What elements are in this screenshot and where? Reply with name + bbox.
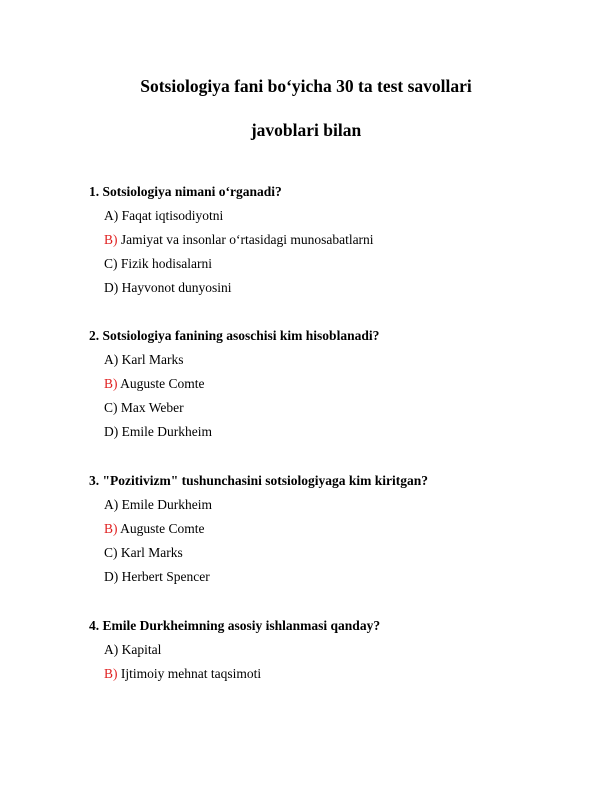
option-letter-correct: B)	[104, 521, 118, 536]
option-letter-correct: B)	[104, 376, 118, 391]
option-1d	[104, 280, 232, 296]
option-letter-correct: B)	[104, 666, 118, 681]
option-3a	[104, 497, 212, 513]
option-letter: C)	[104, 545, 118, 560]
option-letter: A)	[104, 497, 119, 512]
option-text: Jamiyat va insonlar o‘rtasidagi munosabatlarni	[120, 232, 374, 247]
option-text: Auguste Comte	[120, 521, 205, 536]
option-1b	[104, 232, 374, 248]
option-text: Karl Marks	[120, 545, 183, 560]
option-text: Karl Marks	[121, 352, 184, 367]
option-letter: D)	[104, 569, 119, 584]
option-letter: D)	[104, 280, 119, 295]
option-text: Kapital	[121, 642, 162, 657]
option-4b	[104, 666, 261, 682]
option-text: Emile Durkheim	[121, 424, 212, 439]
option-letter: A)	[104, 208, 119, 223]
option-letter: C)	[104, 400, 118, 415]
option-3d	[104, 569, 210, 585]
option-1c	[104, 256, 212, 272]
question-3: 3. "Pozitivizm" tushunchasini sotsiologiyaga kim kiritgan?	[89, 473, 429, 488]
document-title: Sotsiologiya fani bo‘yicha 30 ta test savollari	[140, 76, 472, 96]
option-4a	[104, 642, 161, 658]
option-letter: A)	[104, 642, 119, 657]
option-3b	[104, 521, 205, 537]
question-4: 4. Emile Durkheimning asosiy ishlanmasi qanday?	[89, 618, 381, 633]
option-text: Herbert Spencer	[121, 569, 210, 584]
option-2b	[104, 376, 205, 392]
option-text: Faqat iqtisodiyotni	[121, 208, 224, 223]
option-letter: A)	[104, 352, 119, 367]
question-2: 2. Sotsiologiya fanining asoschisi kim hisoblanadi?	[89, 328, 380, 343]
option-letter-correct: B)	[104, 232, 118, 247]
option-letter: C)	[104, 256, 118, 271]
option-text: Emile Durkheim	[121, 497, 212, 512]
option-text: Hayvonot dunyosini	[121, 280, 232, 295]
option-1a	[104, 208, 223, 224]
question-1: 1. Sotsiologiya nimani o‘rganadi?	[89, 184, 282, 199]
option-2c	[104, 400, 184, 416]
option-2a	[104, 352, 183, 368]
option-text: Ijtimoiy mehnat taqsimoti	[120, 666, 262, 681]
option-3c	[104, 545, 183, 561]
document-subtitle: javoblari bilan	[250, 120, 362, 140]
option-text: Max Weber	[120, 400, 184, 415]
option-text: Fizik hodisalarni	[120, 256, 212, 271]
option-letter: D)	[104, 424, 119, 439]
option-text: Auguste Comte	[120, 376, 205, 391]
option-2d	[104, 424, 212, 440]
